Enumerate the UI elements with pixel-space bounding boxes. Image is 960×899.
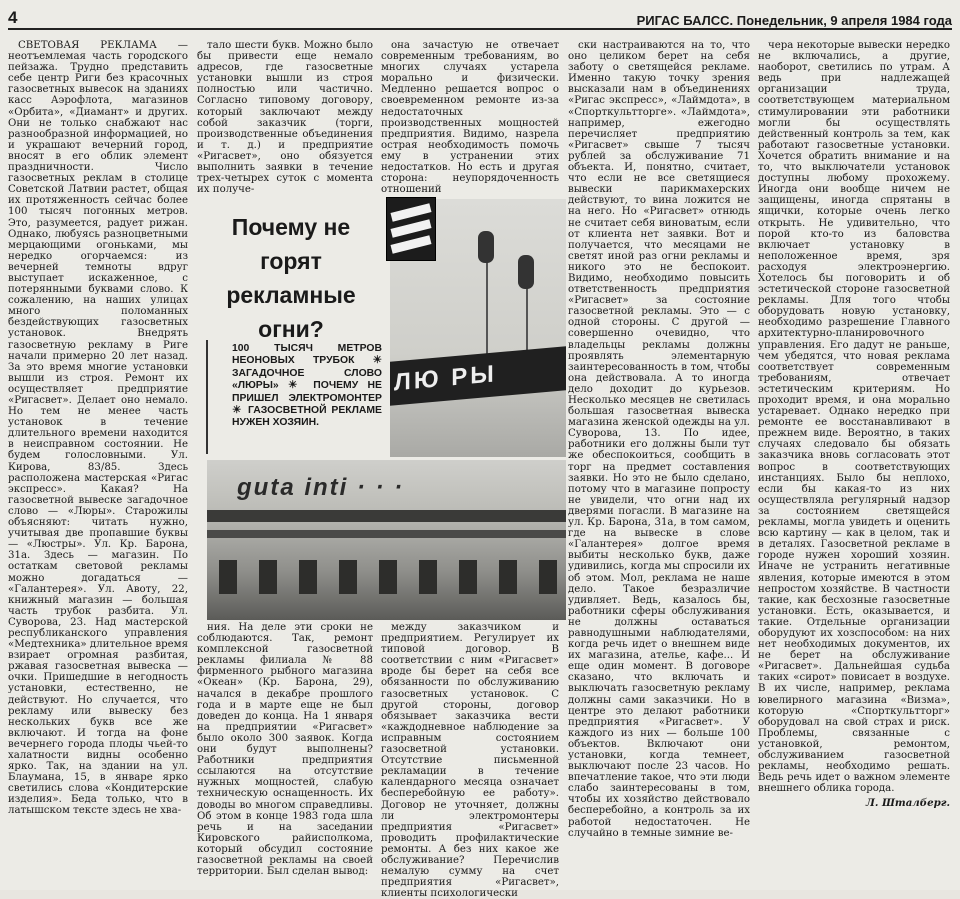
article-column-3	[381, 40, 559, 200]
photo-window	[339, 560, 357, 594]
article-column-2-lower	[197, 622, 373, 886]
author-signature: Л. Шталберг.	[865, 797, 950, 810]
headline-line-3: огни?	[258, 316, 324, 342]
article-column-3-lower	[381, 622, 559, 899]
photo-building-facade	[207, 460, 566, 620]
photo-cornice	[207, 530, 566, 538]
photo-window	[259, 560, 277, 594]
page-header	[8, 6, 952, 30]
photo-window	[219, 560, 237, 594]
photo-window	[419, 560, 437, 594]
photo-lamp	[478, 231, 494, 263]
photo-sign-letters: ЛЮ РЫ	[394, 360, 497, 397]
column-text: СВЕТОВАЯ РЕКЛАМА — неотъемлемая часть городского пейзажа. Трудно представить себе центр Риги без красочных газосветных вывесок на зданиях касс Аэрофлота, магазинов «Орбита», «Диамант» и других. Они не только снабжают нас разнообразной информацией, но и украшают вечерний город, вносят в его облик элемент праздничности. Число газосветных реклам в столице Советской Латвии растет, общая их протяженность сейчас более 100 тысяч погонных метров. Это, разумеется, радует рижан. Однако, любуясь разноцветными мерцающими огоньками, мы нередко огорчаемся: из вечерней темноты вдруг выступает искаженное, с потерянными буквами слово. К сожалению, на наших улицах много поломанных бездействующих газосветных установок. Внедрять газосветную рекламу в Риге начали примерно 20 лет назад. За это время многие установки вышли из строя. Ремонт их осуществляет предприятие «Ригасвет». Делает оно немало. Но тем не менее часть установок в течение длительного времени находится в неисправном состоянии. Не будем голословными. Ул. Кирова, 83/85. Здесь расположена мастерская «Ригас экспресс». Какая? На газосветной вывеске загадочное слово — «Люры». Старожилы объясняют: читать нужно, учитывая две пропавшие буквы — «Люстры». Ул. Кр. Барона, 31а. Здесь — магазин. По остаткам световой рекламы можно догадаться — «Галантерея». Ул. Авоту, 22, книжный магазин — большая часть трубок разбита. Ул. Суворова, 23. Над мастерской республиканского управления «Медтехника» длительное время взирает огромная разбитая, ржавая газосветная вывеска — очки. Пришедшие в негодность установки, естественно, не действуют. Но случается, что рекламу или вывеску без нескольких букв все же включают. И тогда на фоне вечернего города плоды чьей-то халатности видны особенно ярко. Так, на здании на ул. Блаумана, 15, в январе ярко светились слова «Кондитерские изделия». Беда только, что в латышском тексте здесь не хва-	[8, 40, 188, 817]
column-text: ски настраиваются на то, что оно целиком берет на себя заботу о светящейся рекламе. Именно такую точку зрения высказали нам в объединениях «Ригас экспресс», «Лаймдота», в «Спорткультторге». «Лаймдота», например, ежегодно перечисляет предприятию «Ригасвет» свыше 7 тысяч рублей за обслуживание 71 объекта. И, понятно, считает, что если не все светящиеся вывески парикмахерских действуют, то вина ложится не на него. Но «Ригасвет» отнюдь не считает себя виноватым, если от клиента нет заявки. Вот и получается, что месяцами не светят иной раз огни рекламы и никого это не беспокоит. Видимо, необходимо повысить ответственность предприятия «Ригасвет» за состояние газосветной рекламы. Это — с одной стороны. С другой — совершенно очевидно, что владельцы рекламы должны проявлять элементарную заинтересованность в том, чтобы она действовала. А то иногда дело доходит до курьезов. Несколько месяцев не светилась большая газосветная вывеска магазина женской одежды на ул. Суворова, 13. По идее, работники его должны были тут же обеспокоиться, сообщить в торг на предмет составления заявки. Но это не было сделано, потому что в магазине попросту не увидели, что огни над их дверями погасли. В магазине на ул. Кр. Барона, 31а, в том самом, где на вывеске в слове «Галантерея» долгое время выбиты несколько букв, даже удивились, когда мы спросили их об этом. Мол, реклама не наше дело. Такое безразличие удивляет. Ведь, казалось бы, работники сферы обслуживания не должны оставаться равнодушными наблюдателями, когда речь идет о внешнем виде их магазина, ателье, кафе... И еще один момент. В договоре сказано, что включать и выключать газосветную рекламу должны сами заказчики. Но в центре это делают работники предприятия «Ригасвет». У каждого из них — больше 100 объектов. Включают они установки, когда темнеет, выключают после 23 часов. Но впечатление такое, что эти люди слабо заинтересованы в том, чтобы их хозяйство действовало бесперебойно, а контроль за их работой недостаточен. Не случайно в темные зимние ве-	[568, 40, 750, 839]
photo-window	[499, 560, 517, 594]
photo-lamp	[518, 255, 534, 289]
photo-neon-sign	[390, 346, 566, 405]
article-lead: 100 ТЫСЯЧ МЕТРОВ НЕОНОВЫХ ТРУБОК ☀ ЗАГАДОЧНОЕ СЛОВО «ЛЮРЫ» ☀ ПОЧЕМУ НЕ ПРИШЕЛ ЭЛЕКТРОМОНТЕР ☀ ГАЗОСВЕТНОЙ РЕКЛАМЕ НУЖЕН ХОЗЯИН.	[232, 343, 382, 429]
article-headline	[200, 210, 382, 346]
column-text: чера некоторые вывески нередко не включались, а другие, наоборот, светились по утрам. А ведь при надлежащей организации труда, соответствующем материальном стимулировании эти работники могли бы осуществлять действенный контроль за тем, как работают газосветные установки. Хочется обратить внимание и на то, что выключатели установок доступны любому прохожему. Иногда они вообще ничем не защищены, иногда спрятаны в ящички, которые очень легко открыть. Не удивительно, что порой кто-то из баловства включает установку в неположенное время, зря расходуя электроэнергию. Хотелось бы поговорить и об эстетической стороне газосветной рекламы. Для того чтобы оборудовать новую установку, необходимо разрешение Главного архитектурно-планировочного управления. Его дадут не раньше, чем убедятся, что новая реклама соответствует современным требованиям, отвечает эстетическим критериям. Но проходит время, и она морально устаревает. Однако нередко при ремонте ее восстанавливают в прежнем виде. Вероятно, в таких случаях следовало бы обязать заказчика вновь согласовать этот вопрос в соответствующих инстанциях. Было бы неплохо, если бы какая-то из них осуществляла регулярный надзор за состоянием светящейся рекламы, могла увидеть и оценить всю картину — как в целом, так и в деталях. Газосветной рекламе в городе нужен хороший хозяин. Иначе не устранить негативные явления, которые имеются в этом непростом хозяйстве. В частности такие, как бесхозные газосветные установки. Есть, оказывается, и такие. Отдельные организации оборудуют их хозспособом: на них нет необходимых документов, их не берет на обслуживание «Ригасвет». Дальнейшая судьба таких «сирот» повисает в воздухе. В их числе, например, реклама ювелирного магазина «Визма», которую «Спорткультторг» оборудовал на свой страх и риск. Проблемы, связанные с установкой, ремонтом, обслуживанием газосветной рекламы, необходимо решать. Ведь речь идет о важном элементе внешнего облика города.	[758, 40, 950, 795]
photo-window	[459, 560, 477, 594]
article-column-1	[8, 40, 188, 886]
newspaper-masthead-date: РИГАС БАЛСС. Понедельник, 9 апреля 1984 года	[636, 13, 952, 28]
headline-line-1: Почему не горят	[231, 214, 351, 274]
column-text: ния. На деле эти сроки не соблюдаются. Так, ремонт комплексной газосветной рекламы филиала № 88 фирменного рыбного магазина «Океан» (Кр. Барона, 29), начался в декабре прошлого года и в марте еще не был доведен до конца. На 1 января на предприятии «Ригасвет» было около 300 заявок. Когда они будут выполнены? Работники предприятия ссылаются на отсутствие нужных мощностей, слабую техническую оснащенность. Их доводы во многом справедливы. Об этом в конце 1983 года шла речь и на заседании Кировского райисполкома, который обсудил состояние газосветной рекламы на своей территории. Был сделан вывод:	[197, 622, 373, 878]
article-column-2	[197, 40, 373, 198]
headline-line-2: рекламные	[226, 282, 356, 308]
column-text: она зачастую не отвечает современным требованиям, во многих случаях устарела морально и физически. Медленно решается вопрос о своевременном ремонте из-за недостаточных производственных мощностей предприятия. Видимо, назрела острая необходимость помочь ему в устранении этих недостатков. Но есть и другая сторона: неупорядоченность отношений	[381, 40, 559, 196]
photo-roofline	[207, 510, 566, 522]
column-text: между заказчиком и предприятием. Регулирует их типовой договор. В соответствии с ним «Ригасвет» вроде бы берет на себя все обязанности по обслуживанию газосветных установок. С другой стороны, договор обязывает заказчика вести «каждодневное наблюдение за исправным состоянием газосветной установки. Отсутствие письменной рекламации в течение календарного месяца означает бесперебойную ее работу». Договор не уточняет, должны ли электромонтеры предприятия «Ригасвет» проводить профилактические ремонты. А без них какое же обслуживание? Перечислив немалую сумму на счет предприятия «Ригасвет», клиенты психологически	[381, 622, 559, 899]
photo-facade-sign: guta inti · · ·	[237, 474, 405, 501]
photo-window	[379, 560, 397, 594]
article-column-4	[568, 40, 750, 886]
page-number: 4	[8, 8, 18, 27]
column-text: тало шести букв. Можно было бы привести еще немало адресов, где газосветные установки вышли из строя полностью или частично. Согласно типовому договору, который заключают между собой заказчик (торги, производственные объединения и т. д.) и предприятие «Ригасвет», оно обязуется выполнить заявки в течение трех-четырех суток с момента их получе-	[197, 40, 373, 196]
photo-window	[299, 560, 317, 594]
article-column-5	[758, 40, 950, 886]
rubric-logo-icon	[386, 197, 436, 261]
photo-window	[539, 560, 557, 594]
